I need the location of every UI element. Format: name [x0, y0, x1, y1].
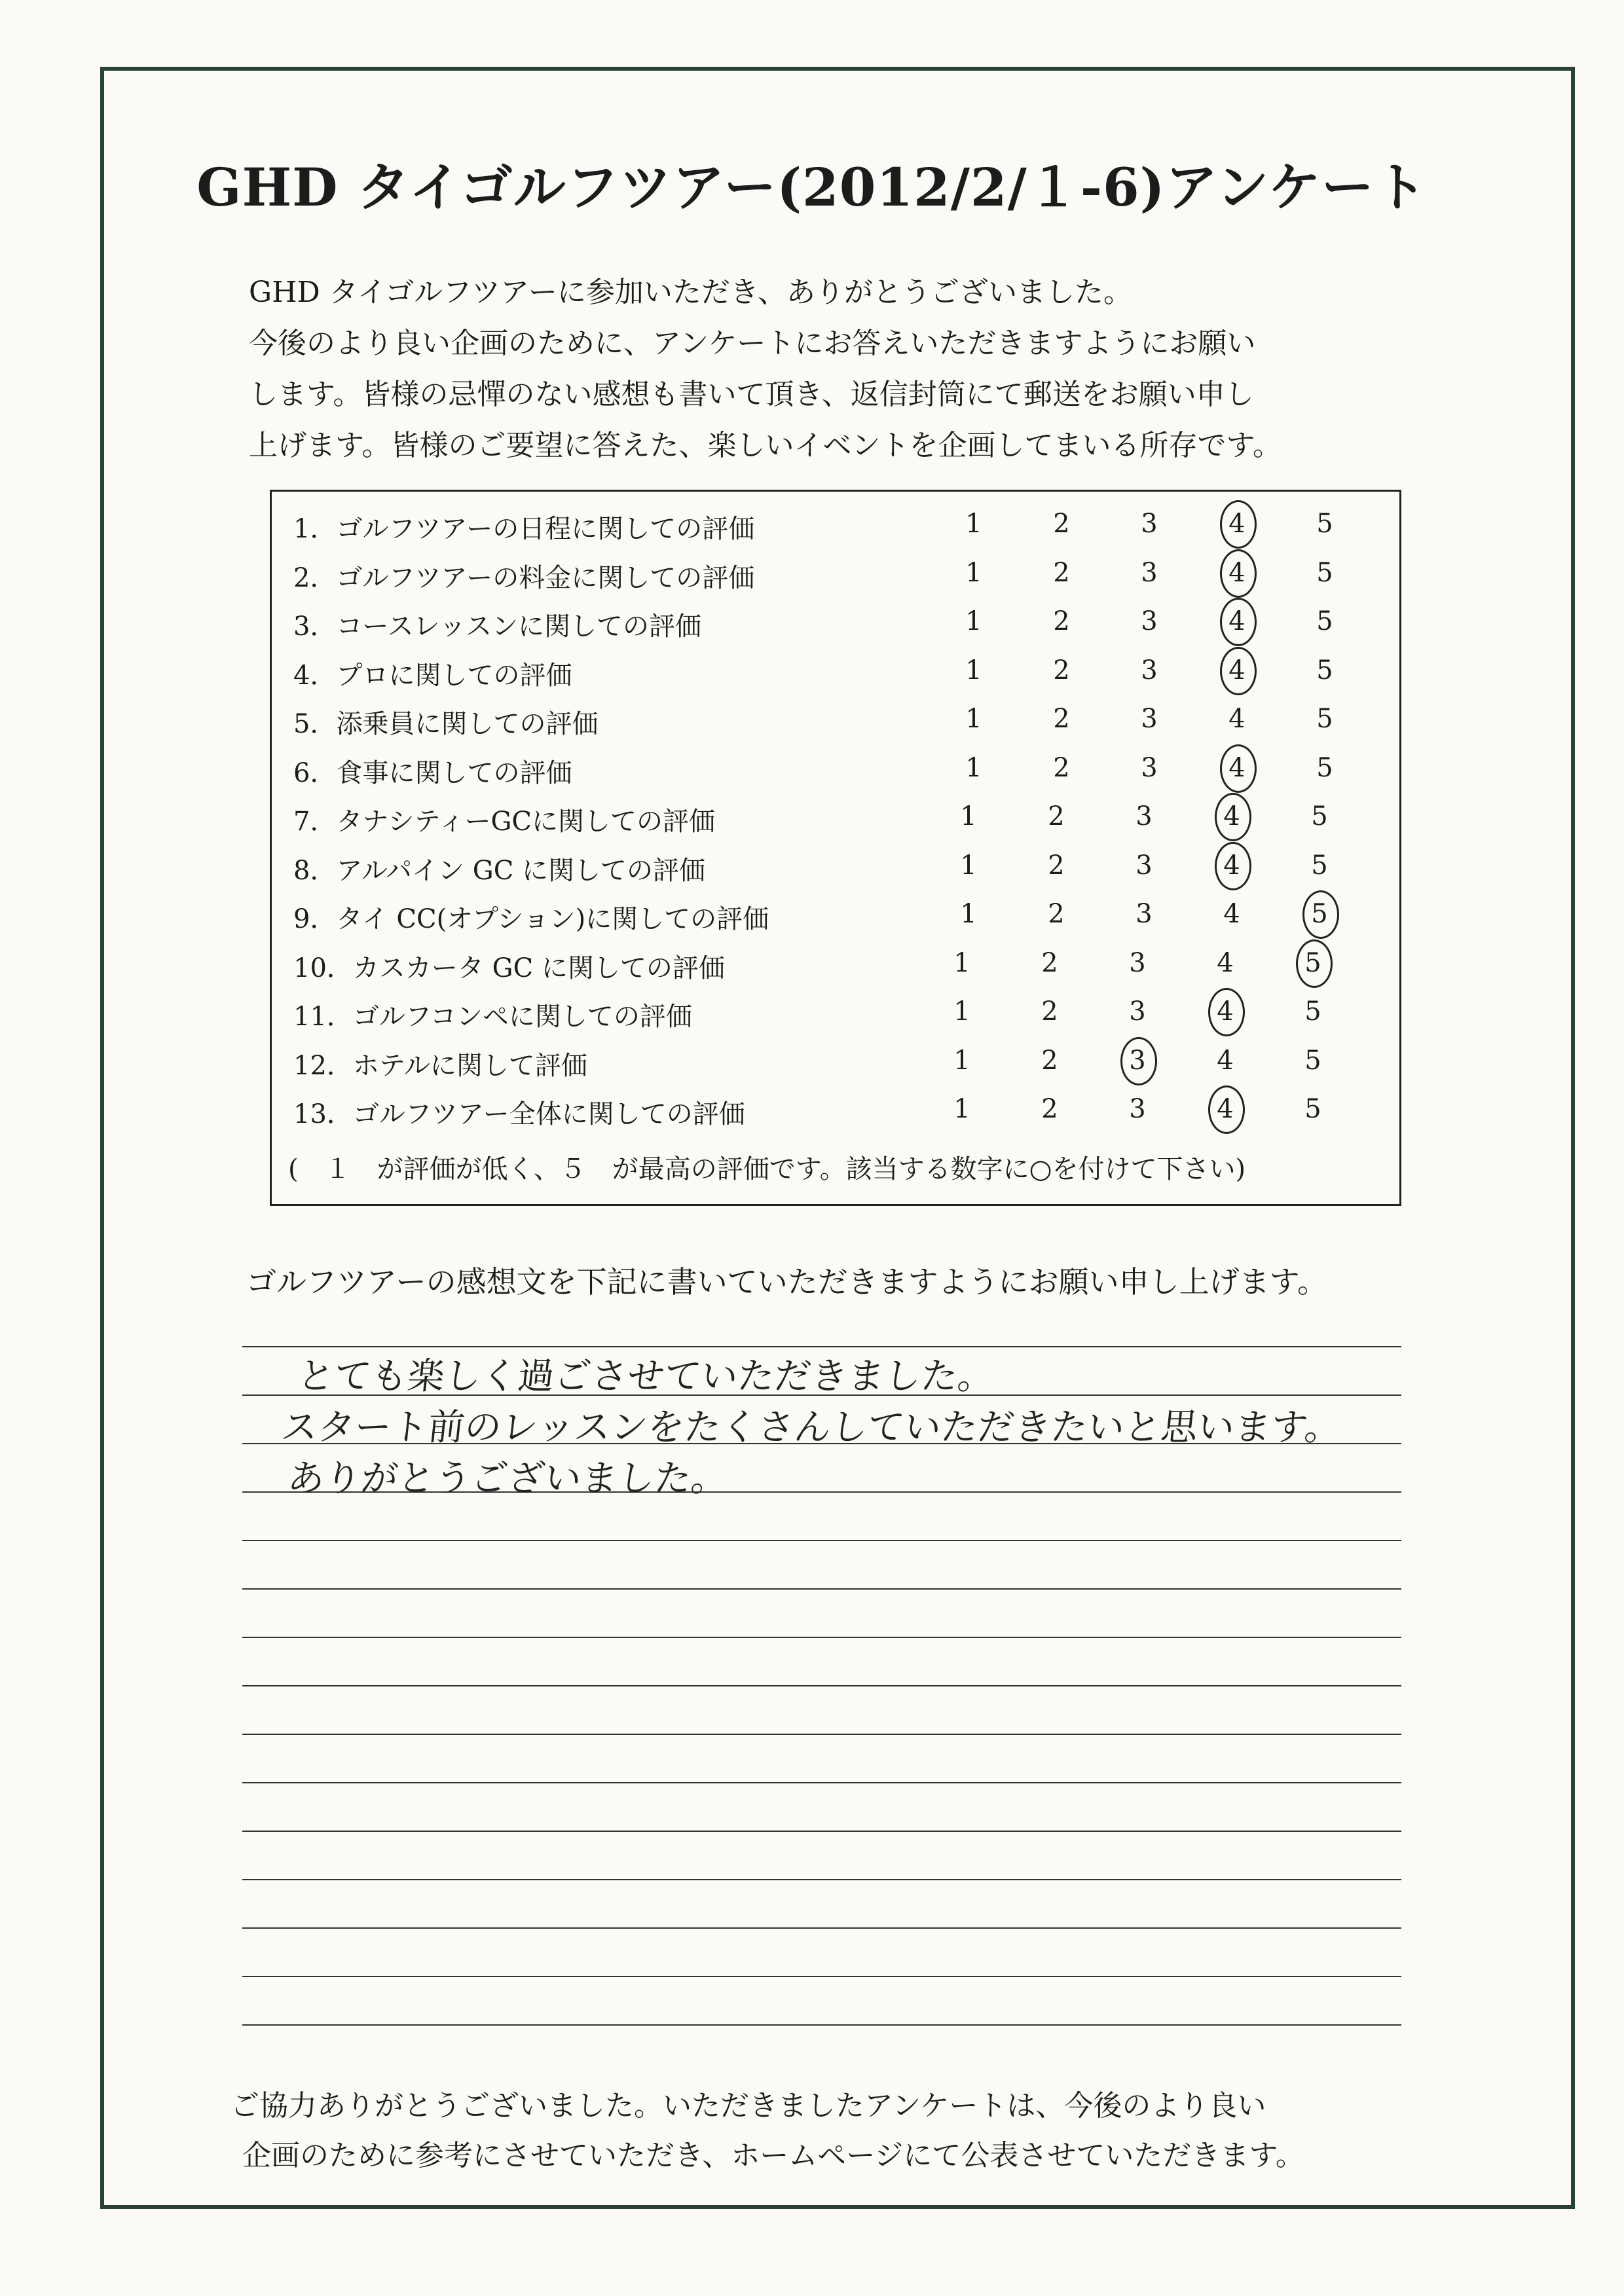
question-label: 3．コースレッスンに関しての評価: [293, 611, 702, 642]
question-label: 13．ゴルフツアー全体に関しての評価: [293, 1099, 745, 1129]
comment-rule-line: [242, 1831, 1401, 1832]
scale-note: ( １ が評価が低く、５ が最高の評価です。該当する数字に○を付けて下さい): [288, 1154, 1246, 1184]
rating-option-1[interactable]: 1: [965, 704, 982, 734]
rating-option-4[interactable]: 4: [1217, 947, 1234, 978]
rating-option-2[interactable]: 2: [1041, 1045, 1058, 1076]
question-label: 9．タイ CC(オプション)に関しての評価: [293, 904, 769, 934]
rating-option-2[interactable]: 2: [1048, 801, 1065, 831]
rating-option-5[interactable]: 5: [1316, 606, 1333, 636]
survey-title: GHD タイゴルフツアー(2012/2/１-6)アンケート: [196, 156, 1428, 218]
question-label: 7．タナシティーGCに関しての評価: [293, 807, 716, 837]
rating-option-3[interactable]: 3: [1111, 1041, 1164, 1080]
rating-option-3[interactable]: 3: [1135, 850, 1153, 881]
rating-option-2[interactable]: 2: [1053, 606, 1070, 636]
rating-option-2[interactable]: 2: [1053, 557, 1070, 588]
rating-option-3[interactable]: 3: [1141, 655, 1158, 685]
rating-option-5[interactable]: 5: [1311, 850, 1328, 881]
intro-line: GHD タイゴルフツアーに参加いただき、ありがとうございました。: [249, 276, 1133, 309]
rating-option-3[interactable]: 3: [1135, 801, 1153, 831]
rating-option-4[interactable]: 4: [1199, 992, 1251, 1031]
comment-rule-line: [242, 1685, 1401, 1686]
rating-option-5[interactable]: 5: [1304, 996, 1321, 1027]
rating-option-4[interactable]: 4: [1223, 899, 1240, 929]
intro-line: します。皆様の忌憚のない感想も書いて頂き、返信封筒にて郵送をお願い申し: [249, 378, 1254, 411]
rating-option-1[interactable]: 1: [960, 801, 977, 831]
rating-option-2[interactable]: 2: [1041, 947, 1058, 978]
rating-option-2[interactable]: 2: [1053, 509, 1070, 539]
intro-line: 今後のより良い企画のために、アンケートにお答えいただきますようにお願い: [249, 327, 1256, 360]
rating-option-1[interactable]: 1: [953, 1045, 970, 1076]
handwritten-comment: ありがとうございました。: [286, 1457, 730, 1500]
rating-option-5[interactable]: 5: [1316, 655, 1333, 685]
rating-option-1[interactable]: 1: [960, 850, 977, 881]
rating-option-3[interactable]: 3: [1129, 1094, 1146, 1124]
rating-option-3[interactable]: 3: [1141, 752, 1158, 783]
rating-option-5[interactable]: 5: [1316, 557, 1333, 588]
rating-option-4[interactable]: 4: [1206, 797, 1258, 836]
comment-rule-line: [242, 1734, 1401, 1735]
comment-rule-line: [242, 1976, 1401, 1977]
rating-option-2[interactable]: 2: [1041, 996, 1058, 1027]
rating-option-2[interactable]: 2: [1048, 850, 1065, 881]
rating-option-3[interactable]: 3: [1141, 557, 1158, 588]
handwritten-comment: スタート前のレッスンをたくさんしていただきたいと思います。: [279, 1406, 1344, 1449]
question-label: 8．アルパイン GC に関しての評価: [293, 855, 706, 886]
rating-option-3[interactable]: 3: [1129, 947, 1146, 978]
comment-prompt: ゴルフツアーの感想文を下記に書いていただきますようにお願い申し上げます。: [246, 1264, 1327, 1300]
question-label: 5．添乗員に関しての評価: [293, 709, 599, 739]
rating-option-3[interactable]: 3: [1129, 996, 1146, 1027]
question-label: 10．カスカータ GC に関しての評価: [293, 953, 725, 983]
rating-option-4[interactable]: 4: [1211, 602, 1263, 641]
rating-option-4[interactable]: 4: [1217, 1045, 1234, 1076]
rating-option-5[interactable]: 5: [1316, 704, 1333, 734]
rating-option-1[interactable]: 1: [965, 606, 982, 636]
rating-option-4[interactable]: 4: [1211, 553, 1263, 592]
rating-option-1[interactable]: 1: [960, 899, 977, 929]
rating-option-5[interactable]: 5: [1311, 801, 1328, 831]
rating-option-2[interactable]: 2: [1041, 1094, 1058, 1124]
rating-option-1[interactable]: 1: [953, 996, 970, 1027]
rating-option-4[interactable]: 4: [1206, 846, 1258, 885]
rating-option-5[interactable]: 5: [1304, 1045, 1321, 1076]
question-label: 12．ホテルに関して評価: [293, 1050, 587, 1081]
handwritten-comment: とても楽しく過ごさせていただきました。: [295, 1355, 997, 1398]
rating-option-3[interactable]: 3: [1135, 899, 1153, 929]
question-label: 2．ゴルフツアーの料金に関しての評価: [293, 562, 755, 593]
rating-option-1[interactable]: 1: [965, 557, 982, 588]
rating-option-4[interactable]: 4: [1228, 704, 1246, 734]
rating-option-2[interactable]: 2: [1053, 752, 1070, 783]
question-label: 4．プロに関しての評価: [293, 660, 572, 691]
rating-option-1[interactable]: 1: [965, 655, 982, 685]
rating-option-2[interactable]: 2: [1053, 655, 1070, 685]
rating-option-4[interactable]: 4: [1211, 504, 1263, 543]
rating-option-3[interactable]: 3: [1141, 704, 1158, 734]
rating-option-4[interactable]: 4: [1211, 748, 1263, 788]
rating-option-5[interactable]: 5: [1293, 894, 1346, 934]
comment-rule-line: [242, 1927, 1401, 1929]
comment-rule-line: [242, 1588, 1401, 1590]
closing-line: ご協力ありがとうございました。いただきましたアンケートは、今後のより良い: [231, 2089, 1266, 2123]
rating-option-3[interactable]: 3: [1141, 509, 1158, 539]
rating-option-1[interactable]: 1: [965, 752, 982, 783]
rating-option-2[interactable]: 2: [1053, 704, 1070, 734]
closing-line: 企画のために参考にさせていただき、ホームページにて公表させていただきます。: [242, 2139, 1304, 2172]
question-label: 6．食事に関しての評価: [293, 757, 572, 788]
rating-option-1[interactable]: 1: [965, 509, 982, 539]
rating-option-5[interactable]: 5: [1287, 943, 1339, 983]
comment-rule-line: [242, 2024, 1401, 2026]
comment-rule-line: [242, 1637, 1401, 1638]
comment-rule-line: [242, 1540, 1401, 1541]
rating-option-1[interactable]: 1: [953, 947, 970, 978]
rating-option-1[interactable]: 1: [953, 1094, 970, 1124]
rating-option-3[interactable]: 3: [1141, 606, 1158, 636]
rating-option-4[interactable]: 4: [1211, 651, 1263, 690]
question-label: 11．ゴルフコンペに関しての評価: [293, 1002, 692, 1032]
comment-rule-line: [242, 1879, 1401, 1880]
rating-option-2[interactable]: 2: [1048, 899, 1065, 929]
question-label: 1．ゴルフツアーの日程に関しての評価: [293, 514, 755, 544]
rating-option-5[interactable]: 5: [1316, 509, 1333, 539]
rating-option-4[interactable]: 4: [1199, 1089, 1251, 1129]
rating-option-5[interactable]: 5: [1304, 1094, 1321, 1124]
comment-rule-line: [242, 1782, 1401, 1783]
rating-option-5[interactable]: 5: [1316, 752, 1333, 783]
intro-line: 上げます。皆様のご要望に答えた、楽しいイベントを企画してまいる所存です。: [249, 429, 1282, 462]
